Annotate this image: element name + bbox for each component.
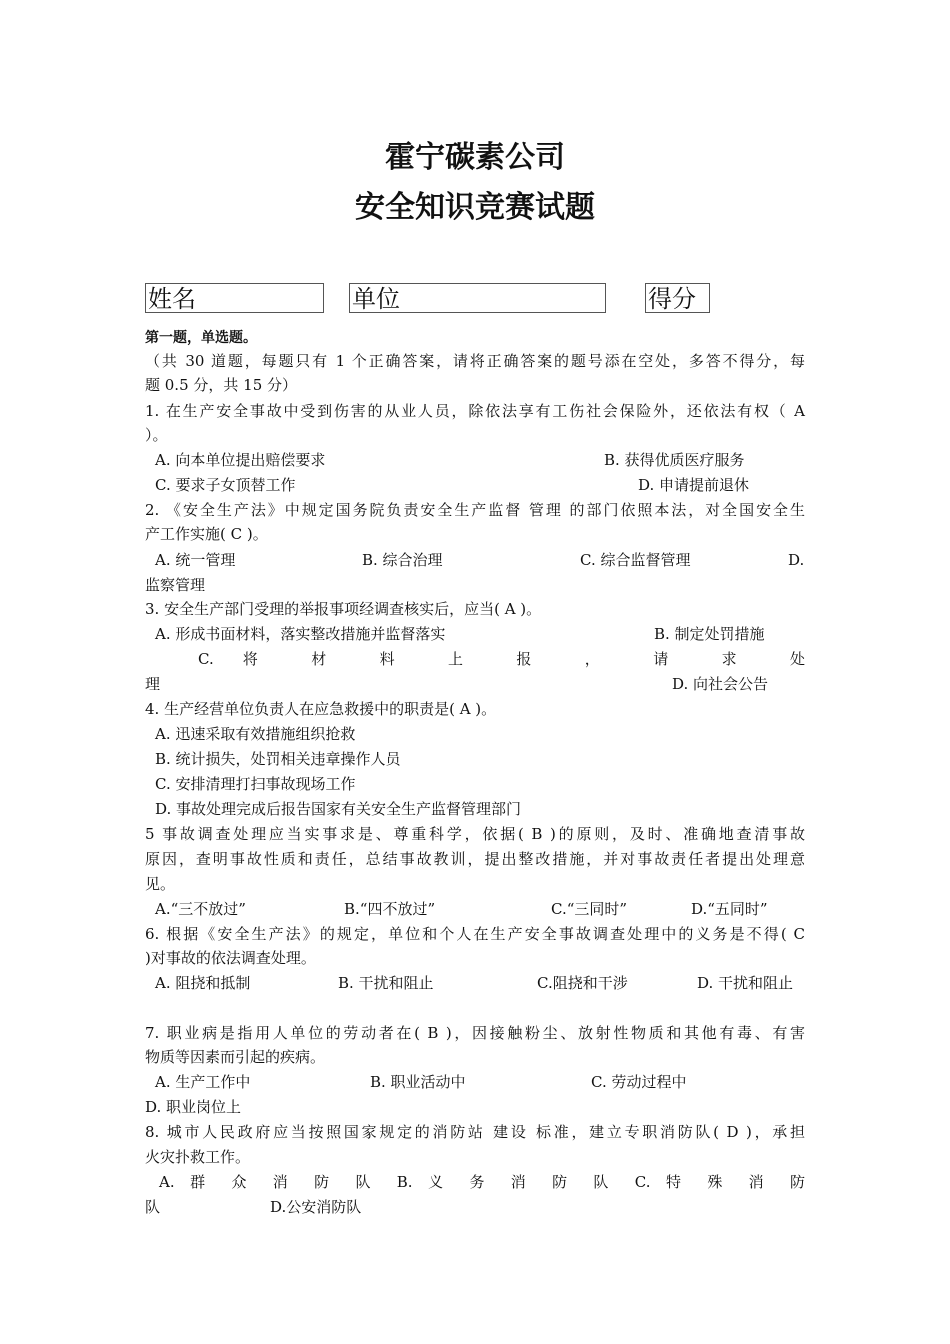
q5-option-b: B.“四不放过” <box>344 900 436 918</box>
q2-option-a: A. 统一管理 <box>155 551 236 569</box>
q1-option-c: C. 要求子女顶替工作 <box>155 476 296 494</box>
q2-stem-line2: 产工作实施( C )。 <box>145 525 268 543</box>
q3-option-c: C. 将 材 料 上 报 ， 请 求 处 <box>198 650 805 668</box>
doc-title-exam: 安全知识竞赛试题 <box>355 190 595 225</box>
q2-option-b: B. 综合治理 <box>362 551 443 569</box>
q5-stem-line1: 5 事故调查处理应当实事求是、尊重科学，依据( B )的原则，及时、准确地查清事故 <box>145 825 805 843</box>
q8-option-d: D.公安消防队 <box>270 1198 362 1216</box>
q6-option-a: A. 阻挠和抵制 <box>155 974 251 992</box>
q4-option-a: A. 迅速采取有效措施组织抢救 <box>155 725 356 743</box>
q7-option-c: C. 劳动过程中 <box>591 1073 687 1091</box>
q5-stem-line2: 原因，查明事故性质和责任，总结事故教训，提出整改措施，并对事故责任者提出处理意 <box>145 850 805 868</box>
q1-option-b: B. 获得优质医疗服务 <box>604 451 745 469</box>
doc-title-company: 霍宁碳素公司 <box>385 140 565 175</box>
q5-option-a: A.“三不放过” <box>155 900 246 918</box>
q1-option-d: D. 申请提前退休 <box>638 476 750 494</box>
q7-option-d: D. 职业岗位上 <box>145 1098 242 1116</box>
name-field[interactable]: 姓名 <box>145 283 324 313</box>
q8-option-c-cont: 队 <box>145 1198 161 1216</box>
section-instruction-line2: 题 0.5 分，共 15 分） <box>145 376 298 394</box>
section-heading: 第一题，单选题。 <box>145 330 257 346</box>
q8-options-abc: A. 群 众 消 防 队 B. 义 务 消 防 队 C. 特 殊 消 防 <box>159 1173 805 1191</box>
q7-option-a: A. 生产工作中 <box>155 1073 251 1091</box>
q4-option-b: B. 统计损失，处罚相关违章操作人员 <box>155 750 401 768</box>
q2-option-d-text: 监察管理 <box>145 576 206 594</box>
q3-option-a: A. 形成书面材料，落实整改措施并监督落实 <box>155 625 446 643</box>
q4-option-c: C. 安排清理打扫事故现场工作 <box>155 775 356 793</box>
q6-stem-line2: )对事故的依法调查处理。 <box>145 949 316 967</box>
q8-stem-line1: 8. 城市人民政府应当按照国家规定的消防站 建设 标准，建立专职消防队( D )，承担 <box>145 1123 805 1141</box>
q2-option-d: D. <box>788 551 805 569</box>
q7-option-b: B. 职业活动中 <box>370 1073 466 1091</box>
q2-stem-line1: 2. 《安全生产法》中规定国务院负责安全生产监督 管理 的部门依照本法，对全国安全生 <box>145 501 805 519</box>
q1-option-a: A. 向本单位提出赔偿要求 <box>155 451 326 469</box>
q3-option-d: D. 向社会公告 <box>672 675 769 693</box>
q7-stem-line1: 7. 职业病是指用人单位的劳动者在( B )，因接触粉尘、放射性物质和其他有毒、有害 <box>145 1024 805 1042</box>
q5-stem-line3: 见。 <box>145 875 176 893</box>
q5-option-c: C.“三同时” <box>551 900 628 918</box>
q1-stem-line2: ）。 <box>145 426 168 444</box>
q2-option-c: C. 综合监督管理 <box>580 551 691 569</box>
q6-option-c: C.阻挠和干涉 <box>537 974 628 992</box>
score-field[interactable]: 得分 <box>645 283 710 313</box>
q7-stem-line2: 物质等因素而引起的疾病。 <box>145 1048 326 1066</box>
q4-stem-line1: 4. 生产经营单位负责人在应急救援中的职责是( A )。 <box>145 700 497 718</box>
q6-option-b: B. 干扰和阻止 <box>338 974 434 992</box>
q6-stem-line1: 6. 根据《安全生产法》的规定，单位和个人在生产安全事故调查处理中的义务是不得( C <box>145 925 805 943</box>
q5-option-d: D.“五同时” <box>691 900 768 918</box>
q1-stem-line1: 1. 在生产安全事故中受到伤害的从业人员，除依法享有工伤社会保险外，还依法有权（ A <box>145 402 805 420</box>
unit-field[interactable]: 单位 <box>349 283 606 313</box>
q8-stem-line2: 火灾扑救工作。 <box>145 1148 251 1166</box>
q3-option-c-cont: 理 <box>145 675 161 693</box>
q4-option-d: D. 事故处理完成后报告国家有关安全生产监督管理部门 <box>155 800 522 818</box>
q3-option-b: B. 制定处罚措施 <box>654 625 765 643</box>
q6-option-d: D. 干扰和阻止 <box>697 974 794 992</box>
section-instruction-line1: （共 30 道题，每题只有 1 个正确答案，请将正确答案的题号添在空处，多答不得分，每 <box>145 352 805 370</box>
q3-stem-line1: 3. 安全生产部门受理的举报事项经调查核实后，应当( A )。 <box>145 600 542 618</box>
